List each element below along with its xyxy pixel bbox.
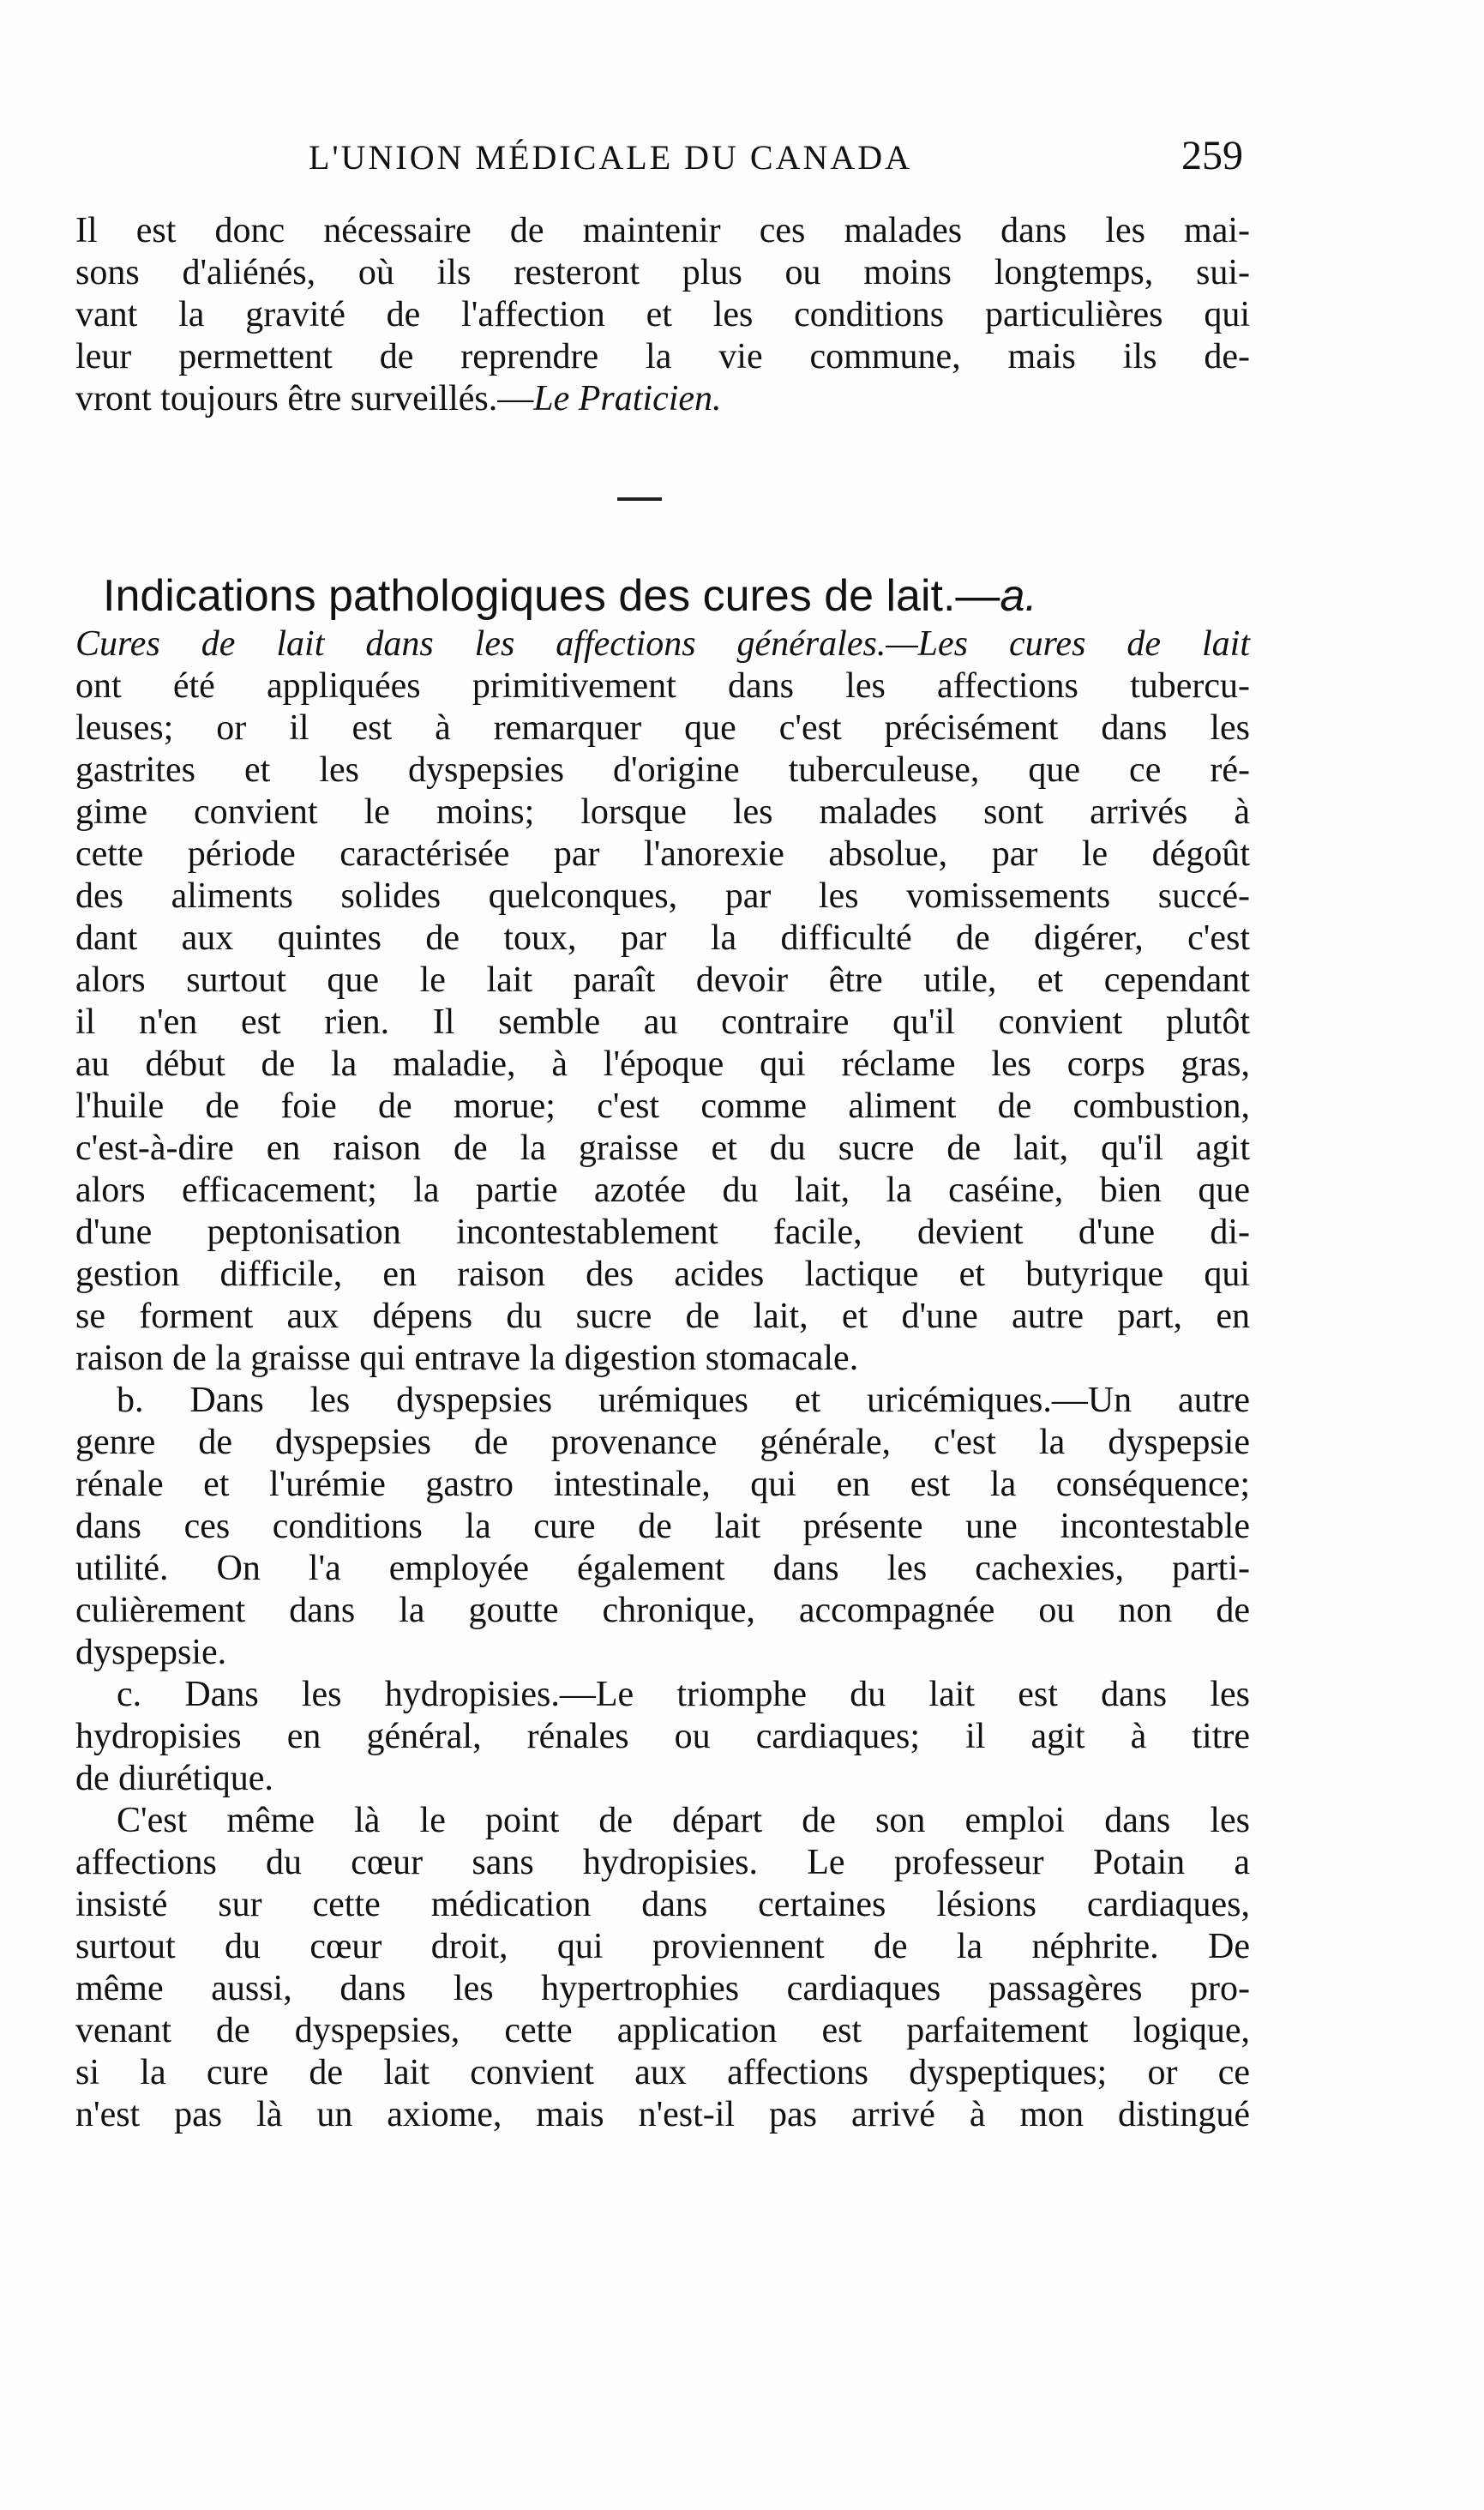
text-line: l'huile de foie de morue; c'est comme aliment de combustion, [75,1086,1250,1126]
text-line: de diurétique. [75,1759,273,1798]
text-line: venant de dyspepsies, cette application est parfaitement logique, [75,2011,1250,2050]
text-line [75,378,1250,420]
separator-dash [617,497,662,501]
text-line: ont été appliquées primitivement dans les affections tubercu- [75,666,1250,706]
article-title [103,570,1250,622]
text-line: il n'en est rien. Il semble au contraire qu'il convient plutôt [75,1002,1250,1042]
text-line: C'est même là le point de départ de son emploi dans les [117,1801,1250,1840]
text-line: gastrites et les dyspepsies d'origine tuberculeuse, que ce ré- [75,750,1250,790]
subsection-a-label-cont: affections générales.—Les cures de lait [556,624,1250,664]
text-line: des aliments solides quelconques, par les vomissements succé- [75,876,1250,916]
text-line: gestion difficile, en raison des acides lactique et butyrique qui [75,1255,1250,1294]
text-line: dant aux quintes de toux, par la difficulté de digérer, c'est [75,918,1250,958]
text-line: dyspepsie. [75,1633,227,1672]
text-line: rénale et l'urémie gastro intestinale, qui en est la conséquence; [75,1465,1250,1504]
page-body [75,210,1250,2136]
text-line: b. Dans les dyspepsies urémiques et uricémiques.—Un autre [117,1381,1250,1420]
text-line: vant la gravité de l'affection et les conditions particulières qui [75,295,1250,334]
source-citation: Le Praticien. [533,379,722,418]
text-fragment: vront toujours être surveillés.— [75,379,534,418]
text-line: d'une peptonisation incontestablement facile, devient d'une di- [75,1213,1250,1252]
text-line: se forment aux dépens du sucre de lait, et d'une autre part, en [75,1297,1250,1336]
text-line: genre de dyspepsies de provenance générale, c'est la dyspepsie [75,1423,1250,1462]
text-line: Il est donc nécessaire de maintenir ces malades dans les mai- [75,211,1250,250]
text-line: leur permettent de reprendre la vie commune, mais ils de- [75,337,1250,376]
text-line: surtout du cœur droit, qui proviennent de la néphrite. De [75,1927,1250,1966]
text-line: c. Dans les hydropisies.—Le triomphe du lait est dans les [117,1675,1250,1714]
paragraph-c [75,1674,1250,1800]
paragraph-a [75,623,1250,1380]
paragraph-d [75,1800,1250,2136]
text-line: hydropisies en général, rénales ou cardiaques; il agit à titre [75,1717,1250,1756]
page-number: 259 [1181,133,1243,178]
text-line: n'est pas là un axiome, mais n'est-il pas arrivé à mon distingué [75,2095,1250,2134]
text-line: raison de la graisse qui entrave la digestion stomacale. [75,1339,859,1378]
article-title-text: Indications pathologiques des cures de lait.— [103,571,1000,621]
text-line: sons d'aliénés, où ils resteront plus ou moins longtemps, sui- [75,253,1250,292]
text-line: insisté sur cette médication dans certaines lésions cardiaques, [75,1885,1250,1924]
intro-paragraph [75,210,1250,420]
section-separator [75,420,1250,570]
text-line: dans ces conditions la cure de lait présente une incontestable [75,1507,1250,1546]
text-line: c'est-à-dire en raison de la graisse et du sucre de lait, qu'il agit [75,1129,1250,1168]
text-line: gime convient le moins; lorsque les malades sont arrivés à [75,792,1250,832]
text-line: alors efficacement; la partie azotée du lait, la caséine, bien que [75,1171,1250,1210]
text-line: alors surtout que le lait paraît devoir être utile, et cependant [75,960,1250,1000]
text-line: au début de la maladie, à l'époque qui réclame les corps gras, [75,1044,1250,1084]
text-line: cette période caractérisée par l'anorexie absolue, par le dégoût [75,834,1250,874]
running-head: L'UNION MÉDICALE DU CANADA [309,138,913,177]
page-header [77,133,1243,189]
subsection-a-label: Cures de lait dans les [75,624,556,664]
text-line: si la cure de lait convient aux affections dyspeptiques; or ce [75,2053,1250,2092]
text-line: affections du cœur sans hydropisies. Le professeur Potain a [75,1843,1250,1882]
text-line: utilité. On l'a employée également dans les cachexies, parti- [75,1549,1250,1588]
text-line [75,623,1250,665]
article-title-letter: a. [1000,571,1037,621]
text-line: même aussi, dans les hypertrophies cardiaques passagères pro- [75,1969,1250,2008]
text-line: leuses; or il est à remarquer que c'est précisément dans les [75,708,1250,748]
paragraph-b [75,1380,1250,1674]
text-line: culièrement dans la goutte chronique, accompagnée ou non de [75,1591,1250,1630]
